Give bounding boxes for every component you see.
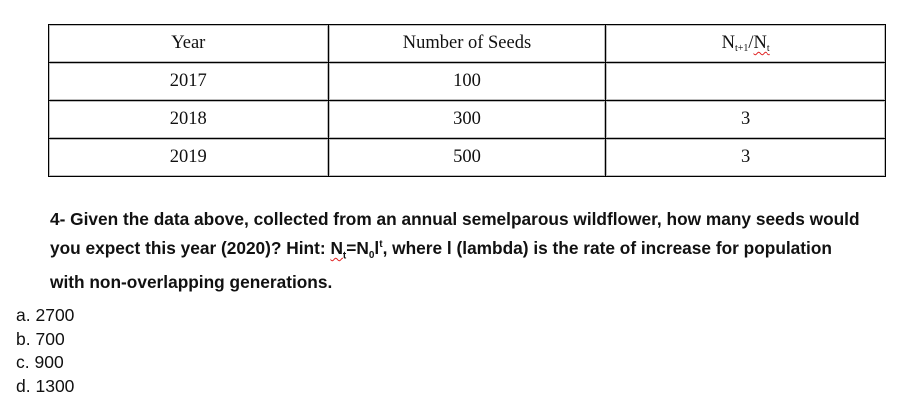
cell-seeds: 100 xyxy=(328,63,606,101)
option-value: 700 xyxy=(35,328,65,349)
option-letter: d. xyxy=(16,375,31,396)
table-row xyxy=(49,63,886,101)
option-value: 2700 xyxy=(35,305,75,325)
option-d[interactable] xyxy=(16,375,74,399)
header-number-of-seeds: Number of Seeds xyxy=(328,25,606,63)
option-b[interactable] xyxy=(16,328,74,352)
option-value: 1300 xyxy=(35,375,75,396)
cell-ratio xyxy=(606,63,886,101)
table-header-row xyxy=(49,25,886,63)
option-letter: a. xyxy=(16,305,31,325)
cell-year: 2019 xyxy=(49,139,329,177)
table-row xyxy=(49,139,886,177)
seed-data-table xyxy=(48,24,886,177)
table-row xyxy=(49,101,886,139)
formula-lambda: l xyxy=(374,237,380,258)
cell-year: 2018 xyxy=(49,101,329,139)
formula-zero-subscript: 0 xyxy=(368,250,375,262)
option-a[interactable] xyxy=(16,304,74,328)
ratio-denominator-subscript: t xyxy=(766,43,770,54)
ratio-denominator xyxy=(754,33,770,53)
cell-ratio: 3 xyxy=(606,101,886,139)
formula-n-letter: N xyxy=(330,237,343,258)
option-c[interactable] xyxy=(16,351,74,375)
cell-seeds: 300 xyxy=(328,101,606,139)
ratio-numerator-subscript: t+1 xyxy=(734,43,749,54)
ratio-slash: / xyxy=(748,33,754,53)
cell-year: 2017 xyxy=(49,63,329,101)
ratio-denominator-letter: N xyxy=(753,33,767,53)
ratio-numerator: N xyxy=(721,33,735,53)
question-body: 4- Given the data above, collected from an annual semelparous wildflower, how many seeds would you expect this year (2020)? Hint: xyxy=(50,209,860,258)
cell-ratio: 3 xyxy=(606,139,886,177)
header-growth-ratio xyxy=(606,25,886,63)
formula-equals-n: =N xyxy=(346,237,369,258)
answer-options xyxy=(16,304,74,398)
formula-t-subscript: t xyxy=(342,250,347,262)
header-year: Year xyxy=(49,25,329,63)
formula-nt xyxy=(330,237,347,262)
option-letter: b. xyxy=(16,328,31,349)
cell-seeds: 500 xyxy=(328,139,606,177)
formula-exponent: t xyxy=(379,239,383,250)
question-tail: , where l (lambda) is the rate of increase for population with non-overlapping generations. xyxy=(50,237,832,293)
option-letter: c. xyxy=(16,352,30,372)
question-text xyxy=(50,206,870,295)
option-value: 900 xyxy=(34,352,64,372)
